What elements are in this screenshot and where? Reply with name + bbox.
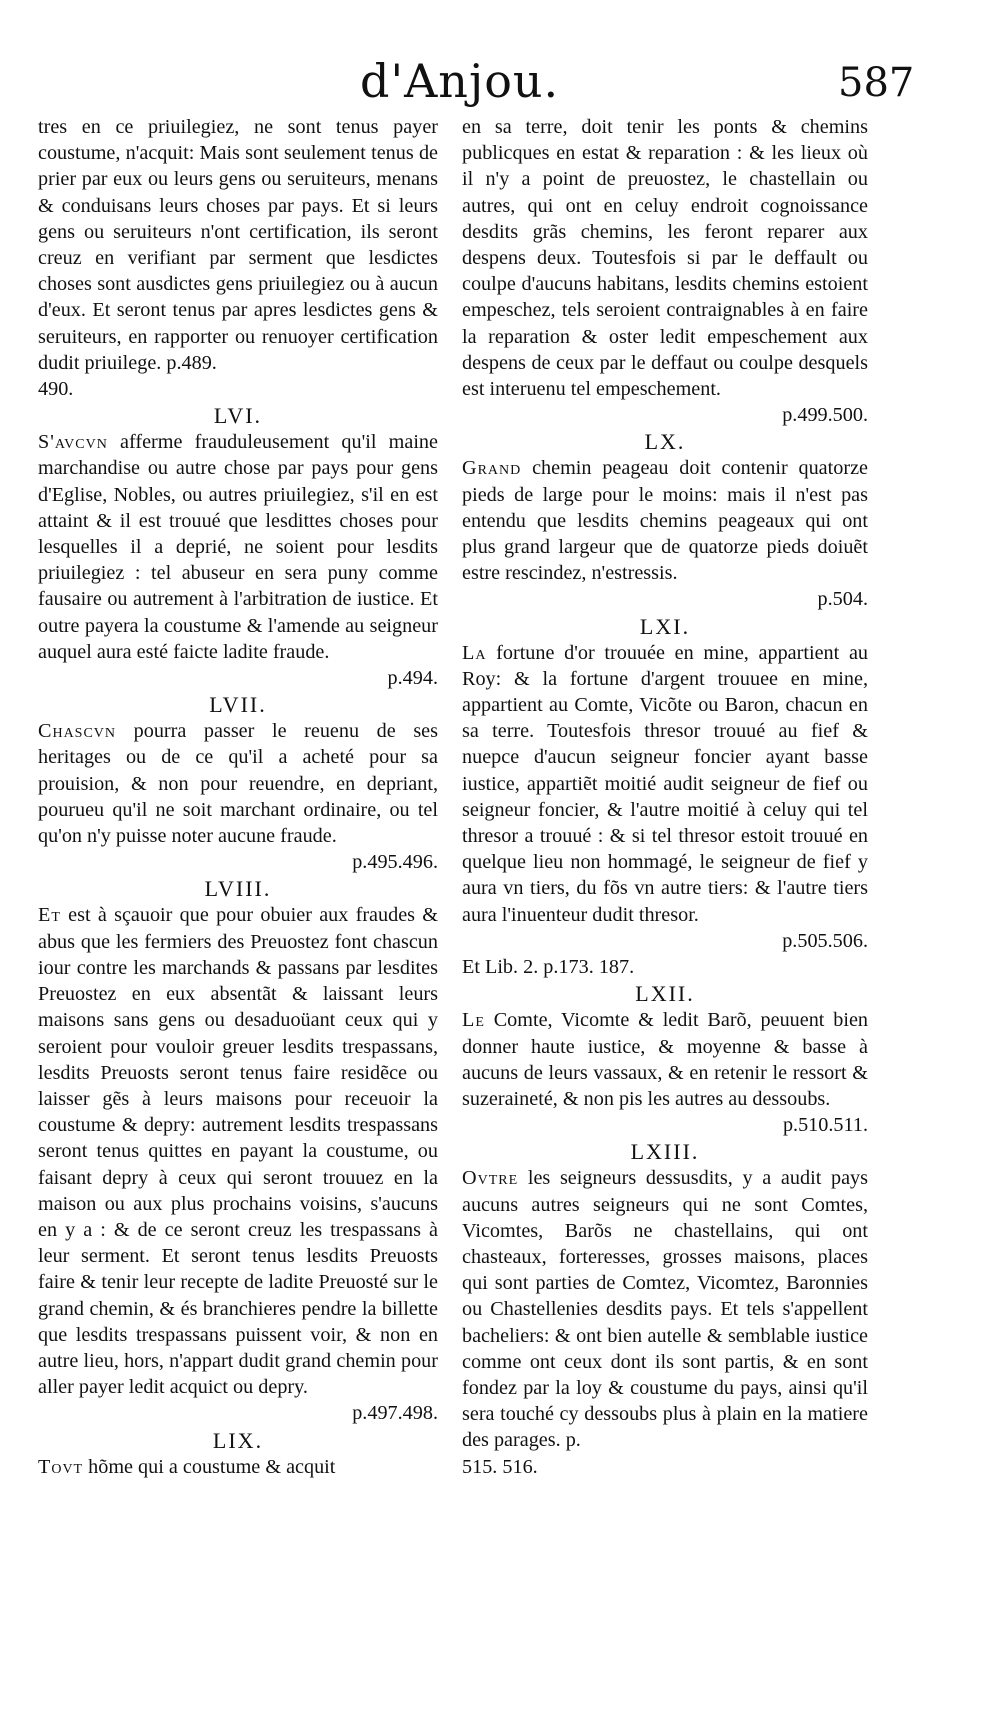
article-lix-continued [462,114,868,428]
article-lead-word: S'avcvn [38,431,108,454]
article-heading-lx: LX. [644,429,686,455]
article-lead-word: La [462,641,487,664]
page-reference: p.510.511. [782,1114,868,1137]
article-heading-lxiii: LXIII. [630,1139,700,1165]
cross-reference: Et Lib. 2. p.173. 187. [462,956,635,979]
article-lvi [38,429,438,691]
article-lix [38,1454,438,1480]
article-lead-word: Et [38,904,61,927]
article-heading-lxi: LXI. [639,613,691,639]
page-reference: p.494. [387,667,438,690]
page-reference: p.504. [817,588,868,611]
article-text: les seigneurs dessusdits, y a audit pays aucuns autres seigneurs qui ne sont Comtes, Vicomtes, Barõs ne chastellains, qui ont chasteaux, forteresses, grosses maisons, places qui sont parties de Comtez, Vicomtez, Baronnies ou Chastellenies desdits pays. Et tels s'appellent bacheliers: & ont bien autelle & semblable iustice comme ont ceux dont ils sont partis, & en sont fondez par la loy & coustume du pays, ainsi qu'il sera touché cy dessoubs plus à plain en la matiere des parages. p. [462,1167,868,1452]
right-column [462,114,868,1480]
page-number: 587 [838,60,915,106]
article-text: fortune d'or trouuée en mine, appartient au Roy: & la fortune d'argent trouuee en mine, appartient au Comte, Vicõte ou Baron, chacun en sa terre. Toutesfois thresor trouué au fief & nuepce d'aucun seigneur foncier ayant basse iustice, appartiẽt moitié audit seigneur de fief ou seigneur foncier, & l'autre moitié à celuy qui tel thresor a trouué : & si tel thresor estoit trouué en quelque lieu non hommagé, le seigneur de fief y aura vn tiers, du fõs vn autre tiers: & l'autre tiers aura l'inuenteur dudit thresor. [462,641,868,926]
article-lead-word: Le [462,1009,485,1032]
paragraph-end: 490. [38,378,74,401]
article-lead-word: Grand [462,457,522,480]
article-text: en sa terre, doit tenir les ponts & chemins publicques en estat & reparation : & les lieux où il n'y a point de preuostez, le chastellain ou autres, qui ont en celuy endroit cognoissance desdits grãs chemins, les feront reparer aux despens deux. Toutesfois si par le deffault ou coulpe d'aucuns habitans, lesdits chemins estoient empeschez, tels seroient contraignables à en faire la reparation & oster ledit empeschement aux despens de ceux par le deffaut ou coulpe desquels est interuenu tel empeschement. [462,116,868,401]
article-lviii [38,902,438,1426]
article-text: hõme qui a coustume & acquit [83,1455,336,1478]
paragraph-continued [38,114,438,402]
article-lead-word: Tovt [38,1455,84,1478]
page-header [0,44,1000,114]
article-heading-lvii: LVII. [209,692,267,718]
article-lxi [462,640,868,981]
page-reference: p.497.498. [352,1402,438,1425]
page-reference: p.495.496. [352,851,438,874]
article-lead-word: Chascvn [38,720,117,743]
article-text: chemin peageau doit contenir quatorze pieds de large pour le moins: mais il n'est pas entendu que lesdits chemins peageaux qui ont plus grand largeur que de quatorze pieds doiuẽt estre rescindez, n'estressis. [462,457,868,585]
page-reference: p.505.506. [782,929,868,952]
running-title: d'Anjou. [360,54,560,108]
article-heading-lvi: LVI. [213,403,263,429]
article-text: pourra passer le reuenu de ses heritages ou de ce qu'il a acheté pour sa prouision, & non pour reuendre, en depriant, pourueu qu'il ne soit marchant ordinaire, ou tel qu'on n'y puisse noter aucune fraude. [38,720,438,848]
article-lx [462,455,868,612]
page-reference: p.499.500. [782,404,868,427]
article-heading-lviii: LVIII. [204,876,272,902]
article-lxiii [462,1165,868,1479]
paragraph-end: 515. 516. [462,1455,538,1478]
paragraph-text: tres en ce priuilegiez, ne sont tenus payer coustume, n'acquit: Mais sont seulement tenus de prier par eux ou leurs gens ou seruiteurs, menans & conduisans leurs choses par pays. Et si leurs gens ou seruiteurs n'ont certification, ils seront creuz en verifiant par serment que lesdictes choses sont ausdictes gens priuilegiez ou à aucun d'eux. Et seront tenus par apres lesdictes gens & seruiteurs, en rapporter ou renuoyer certification dudit priuilege. p.489. [38,116,438,374]
left-column [38,114,438,1480]
article-text: afferme frauduleusement qu'il maine marchandise ou autre chose par pays pour gens d'Eglise, Nobles, ou autres priuilegiez, s'il en est attaint & il est trouué que lesdittes choses pour lesquelles il a deprié, ne soient pour lesdits priuilegiez : tel abuseur en sera puny comme fausaire ou autrement à l'arbitration de iustice. Et outre payera la coustume & l'amende au seigneur auquel aura esté faicte ladite fraude. [38,431,438,663]
article-lvii [38,718,438,875]
article-heading-lxii: LXII. [635,981,695,1007]
article-lead-word: Ovtre [462,1167,519,1190]
article-heading-lix: LIX. [212,1427,264,1453]
article-lxii [462,1007,868,1138]
article-text: est à sçauoir que pour obuier aux fraudes & abus que les fermiers des Preuostez font chascun iour contre les marchands & passans par lesdites Preuostez en eux absentãt & laissant leurs maisons sans gens ou desaduoüant ceux qui y seroient pour vouloir greuer lesdits trespassans, lesdits Preuosts seront tenus faire residẽce ou laisser gẽs à leurs maisons pour receuoir la coustume & depry: autrement lesdits trespassans seront tenus quittes en payant la coustume, ou faisant depry à ceux qui seront trouuez en la maison ou aux plus prochains voisins, s'aucuns en y a : & de ce seront creuz les trespassans à leur serment. Et seront tenus lesdits Preuosts faire & tenir leur recepte de ladite Preuosté sur le grand chemin, & és branchieres pendre la billette que lesdits trespassans puissent voir, & non en autre lieu, hors, n'appart dudit grand chemin pour aller payer ledit acquict ou depry. [38,904,438,1399]
article-text: Comte, Vicomte & ledit Barõ, peuuent bien donner haute iustice, & moyenne & basse à aucuns de leurs vassaux, & en retenir le ressort & suzeraineté, & non pis les autres au dessoubs. [462,1009,868,1110]
